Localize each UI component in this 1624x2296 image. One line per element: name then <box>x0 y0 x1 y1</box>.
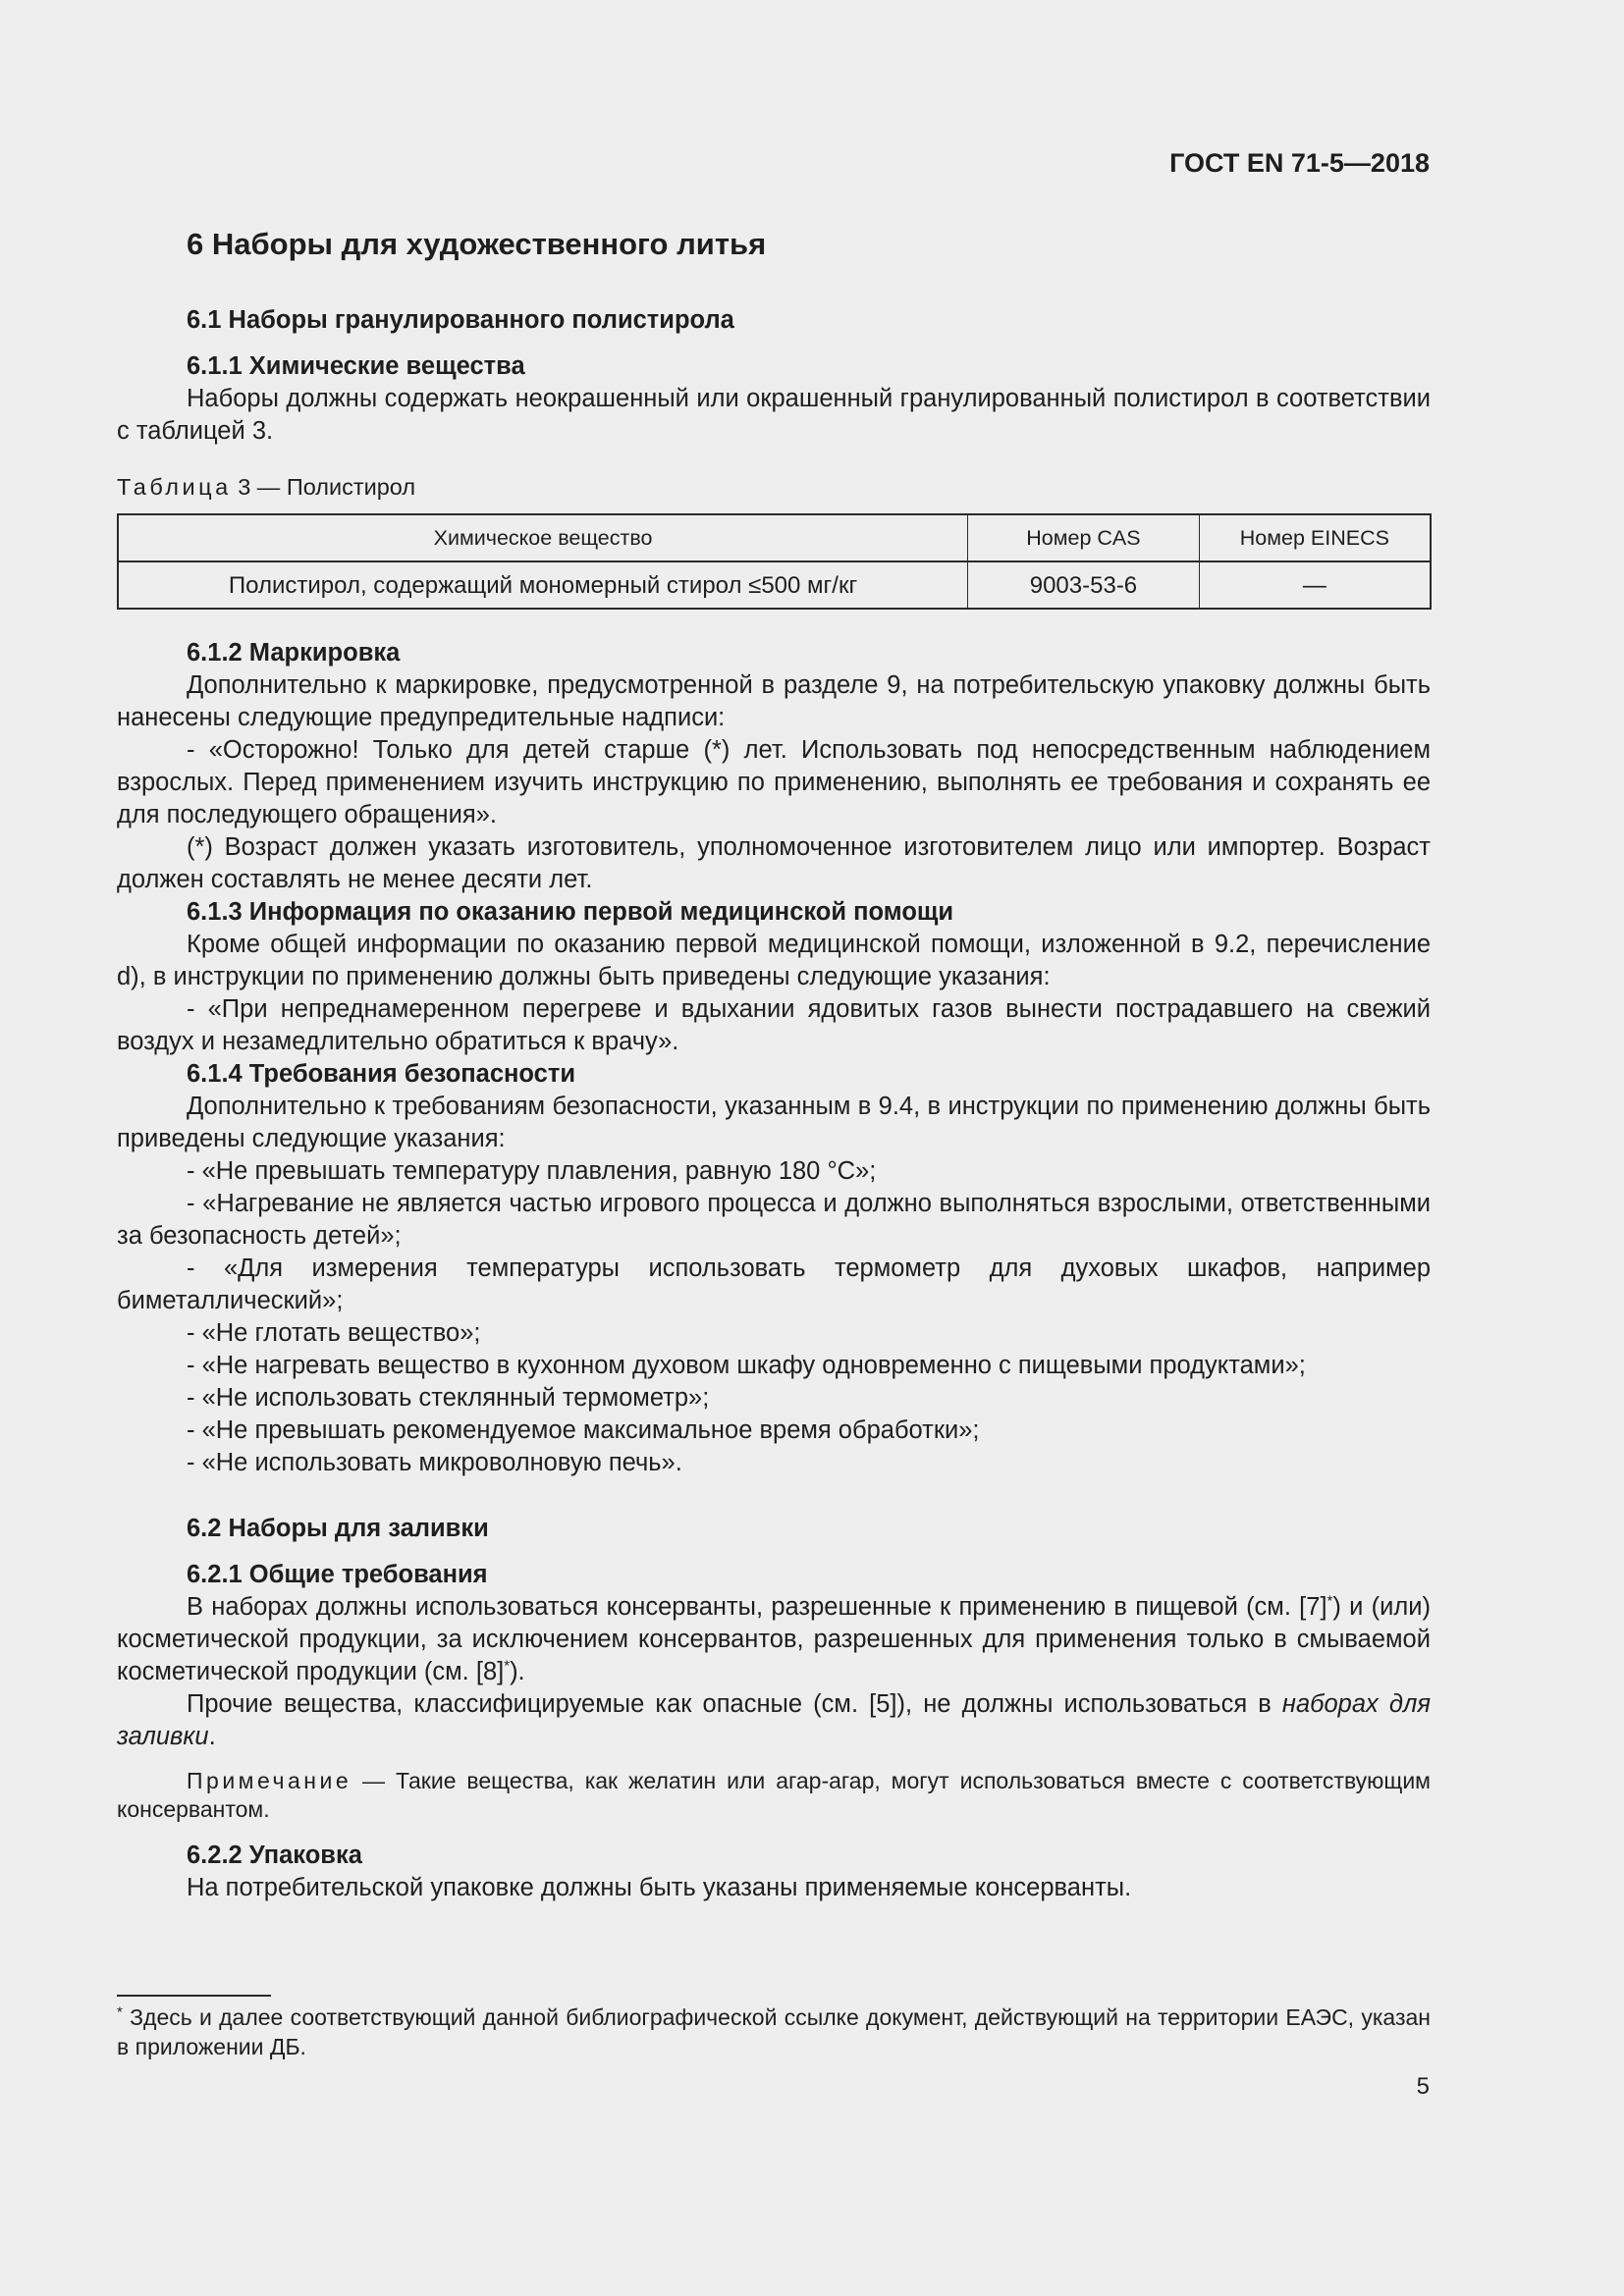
table-caption-title: 3 — Полистирол <box>238 474 416 500</box>
table-cell: — <box>1199 561 1431 609</box>
page-number: 5 <box>1416 2073 1430 2100</box>
section-6-title: 6 Наборы для художественного литья <box>187 227 767 261</box>
note-text: — Такие вещества, как желатин или агар-агар, могут использоваться вместе с соответствующим консервантом. <box>117 1768 1431 1822</box>
section-6-1-1-title: 6.1.1 Химические вещества <box>187 352 525 380</box>
list-item: - «Не использовать микроволновую печь». <box>187 1449 682 1476</box>
paragraph <box>117 1688 1431 1753</box>
paragraph: Дополнительно к маркировке, предусмотренной в разделе 9, на потребительскую упаковку должны быть нанесены следующие предупредительные надписи: <box>117 671 1431 731</box>
text-span: ) и (или) косметической продукции, за исключением консервантов, разрешенных для применения только в смываемой косметической продукции (см. [8] <box>117 1593 1431 1685</box>
table-header-cell: Номер EINECS <box>1199 514 1431 561</box>
emphasis-text: наборах для заливки <box>117 1690 1431 1750</box>
warning-text: - «Осторожно! Только для детей старше (*) лет. Использовать под непосредственным наблюдением взрослых. Перед применением изучить инструкцию по применению, выполнять ее требования и сохранять ее для последующего обращения». <box>117 736 1431 828</box>
list-item: - «Не использовать стеклянный термометр»; <box>187 1384 710 1412</box>
list-item: - «Нагревание не является частью игрового процесса и должно выполняться взрослыми, ответственными за безопасность детей»; <box>117 1190 1431 1250</box>
section-6-2-2-title: 6.2.2 Упаковка <box>187 1842 362 1869</box>
table-row <box>118 561 1431 609</box>
page-content <box>117 226 1431 1904</box>
list-item: - «Для измерения температуры использовать термометр для духовых шкафов, например биметаллический»; <box>117 1255 1431 1314</box>
table-caption-label: Таблица <box>117 474 232 500</box>
list-item: - «Не глотать вещество»; <box>187 1319 481 1347</box>
section-6-1-title: 6.1 Наборы гранулированного полистирола <box>187 306 734 334</box>
table-cell: Полистирол, содержащий мономерный стирол ≤500 мг/кг <box>118 561 968 609</box>
paragraph: - «При непреднамеренном перегреве и вдыхании ядовитых газов вынести пострадавшего на свежий воздух и незамедлительно обратиться к врачу». <box>117 995 1431 1055</box>
paragraph <box>117 1591 1431 1688</box>
note <box>117 1767 1431 1824</box>
footnote <box>117 2002 1431 2061</box>
paragraph: (*) Возраст должен указать изготовитель, уполномоченное изготовителем лицо или импортер. Возраст должен составлять не менее десяти лет. <box>117 833 1431 893</box>
paragraph: Наборы должны содержать неокрашенный или окрашенный гранулированный полистирол в соответствии с таблицей 3. <box>117 385 1431 445</box>
footnote-ref: * <box>504 1657 511 1675</box>
text-span: . <box>208 1723 216 1750</box>
section-6-1-2-title: 6.1.2 Маркировка <box>187 639 401 667</box>
table-header-cell: Химическое вещество <box>118 514 968 561</box>
list-item: - «Не превышать рекомендуемое максимальное время обработки»; <box>187 1416 980 1444</box>
paragraph: Кроме общей информации по оказанию первой медицинской помощи, изложенной в 9.2, перечисление d), в инструкции по применению должны быть приведены следующие указания: <box>117 931 1431 990</box>
section-6-2-title: 6.2 Наборы для заливки <box>187 1515 489 1542</box>
list-item: - «Не нагревать вещество в кухонном духовом шкафу одновременно с пищевыми продуктами»; <box>187 1352 1306 1379</box>
list-item: - «Не превышать температуру плавления, равную 180 °С»; <box>187 1157 877 1185</box>
text-span: В наборах должны использоваться консерванты, разрешенные к применению в пищевой (см. [7] <box>187 1593 1327 1621</box>
section-6-1-4-title: 6.1.4 Требования безопасности <box>187 1060 576 1088</box>
polystyrene-table <box>117 513 1432 610</box>
table-header-cell: Номер CAS <box>968 514 1200 561</box>
footnote-text: Здесь и далее соответствующий данной библиографической ссылке документ, действующий на территории ЕАЭС, указан в приложении ДБ. <box>117 2004 1431 2059</box>
note-label: Примечание <box>187 1768 352 1793</box>
text-span: ). <box>510 1658 525 1685</box>
paragraph: На потребительской упаковке должны быть указаны применяемые консерванты. <box>187 1874 1132 1901</box>
footnote-ref: * <box>1326 1592 1333 1610</box>
table-cell: 9003-53-6 <box>968 561 1200 609</box>
section-6-1-3-title: 6.1.3 Информация по оказанию первой медицинской помощи <box>187 898 954 926</box>
section-6-2-1-title: 6.2.1 Общие требования <box>187 1561 488 1588</box>
text-span: Прочие вещества, классифицируемые как опасные (см. [5]), не должны использоваться в <box>187 1690 1282 1718</box>
document-id: ГОСТ EN 71-5—2018 <box>1169 148 1430 178</box>
paragraph: Дополнительно к требованиям безопасности, указанным в 9.4, в инструкции по применению должны быть приведены следующие указания: <box>117 1093 1431 1152</box>
footnote-divider <box>117 1995 271 1997</box>
table-header-row <box>118 514 1431 561</box>
footnote-mark: * <box>117 2003 123 2021</box>
table-caption <box>117 471 1431 504</box>
